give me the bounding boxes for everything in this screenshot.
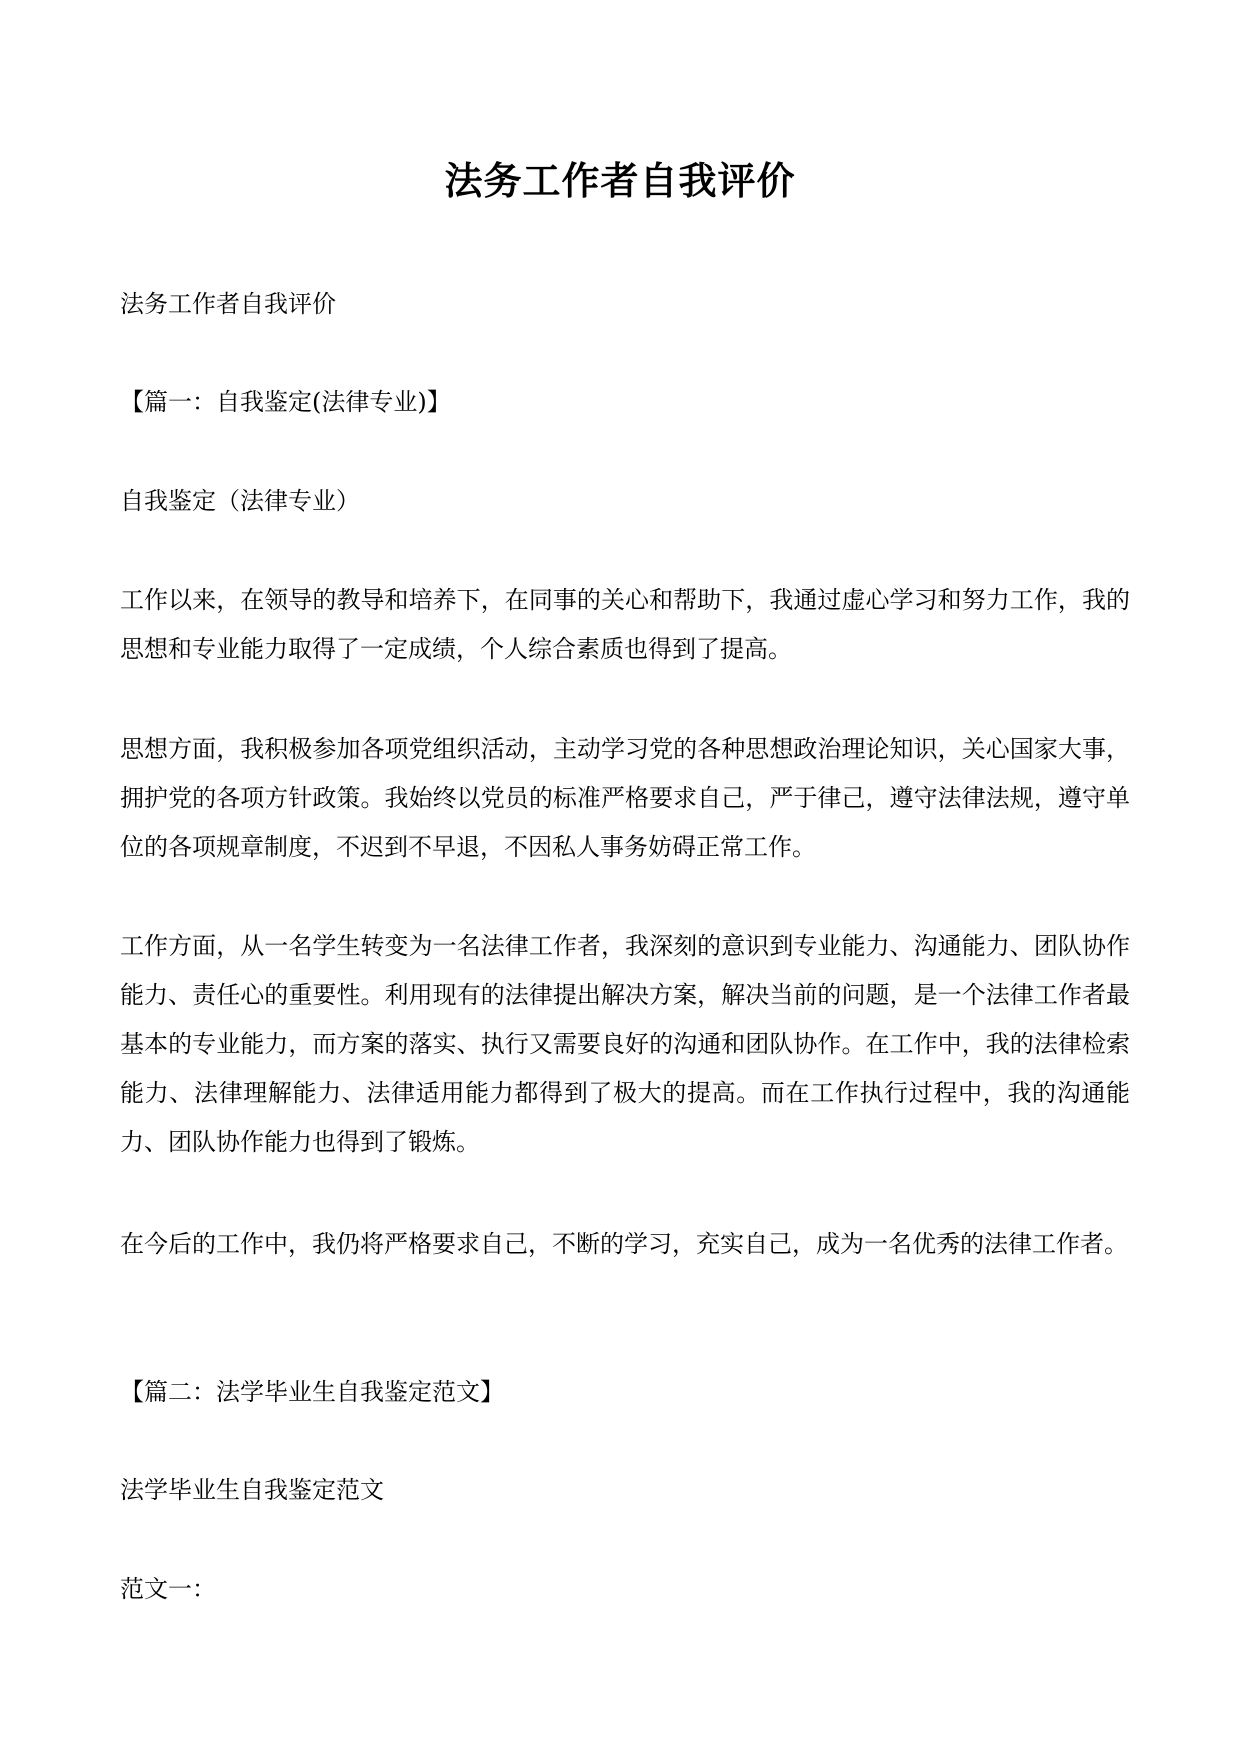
paragraph: 工作以来，在领导的教导和培养下，在同事的关心和帮助下，我通过虚心学习和努力工作，我的思想和专业能力取得了一定成绩，个人综合素质也得到了提高。 bbox=[120, 586, 1130, 663]
paragraph: 思想方面，我积极参加各项党组织活动，主动学习党的各种思想政治理论知识，关心国家大事，拥护党的各项方针政策。我始终以党员的标准严格要求自己，严于律己，遵守法律法规，遵守单位的各项规章制度，不迟到不早退，不因私人事务妨碍正常工作。 bbox=[120, 735, 1130, 861]
document-title: 法务工作者自我评价 bbox=[444, 158, 796, 203]
paragraph: 工作方面，从一名学生转变为一名法律工作者，我深刻的意识到专业能力、沟通能力、团队协作能力、责任心的重要性。利用现有的法律提出解决方案，解决当前的问题，是一个法律工作者最基本的专业能力，而方案的落实、执行又需要良好的沟通和团队协作。在工作中，我的法律检索能力、法律理解能力、法律适用能力都得到了极大的提高。而在工作执行过程中，我的沟通能力、团队协作能力也得到了锻炼。 bbox=[120, 932, 1130, 1156]
paragraph-heading: 法学毕业生自我鉴定范文 bbox=[120, 1476, 384, 1504]
paragraph-heading: 自我鉴定（法律专业） bbox=[120, 487, 360, 515]
section-heading-part-two: 【篇二：法学毕业生自我鉴定范文】 bbox=[120, 1378, 504, 1406]
section-heading-part-one: 【篇一：自我鉴定(法律专业)】 bbox=[120, 388, 451, 416]
paragraph: 在今后的工作中，我仍将严格要求自己，不断的学习，充实自己，成为一名优秀的法律工作者。 bbox=[120, 1230, 1128, 1258]
paragraph-subtitle: 法务工作者自我评价 bbox=[120, 290, 336, 318]
paragraph-label: 范文一： bbox=[120, 1575, 216, 1603]
